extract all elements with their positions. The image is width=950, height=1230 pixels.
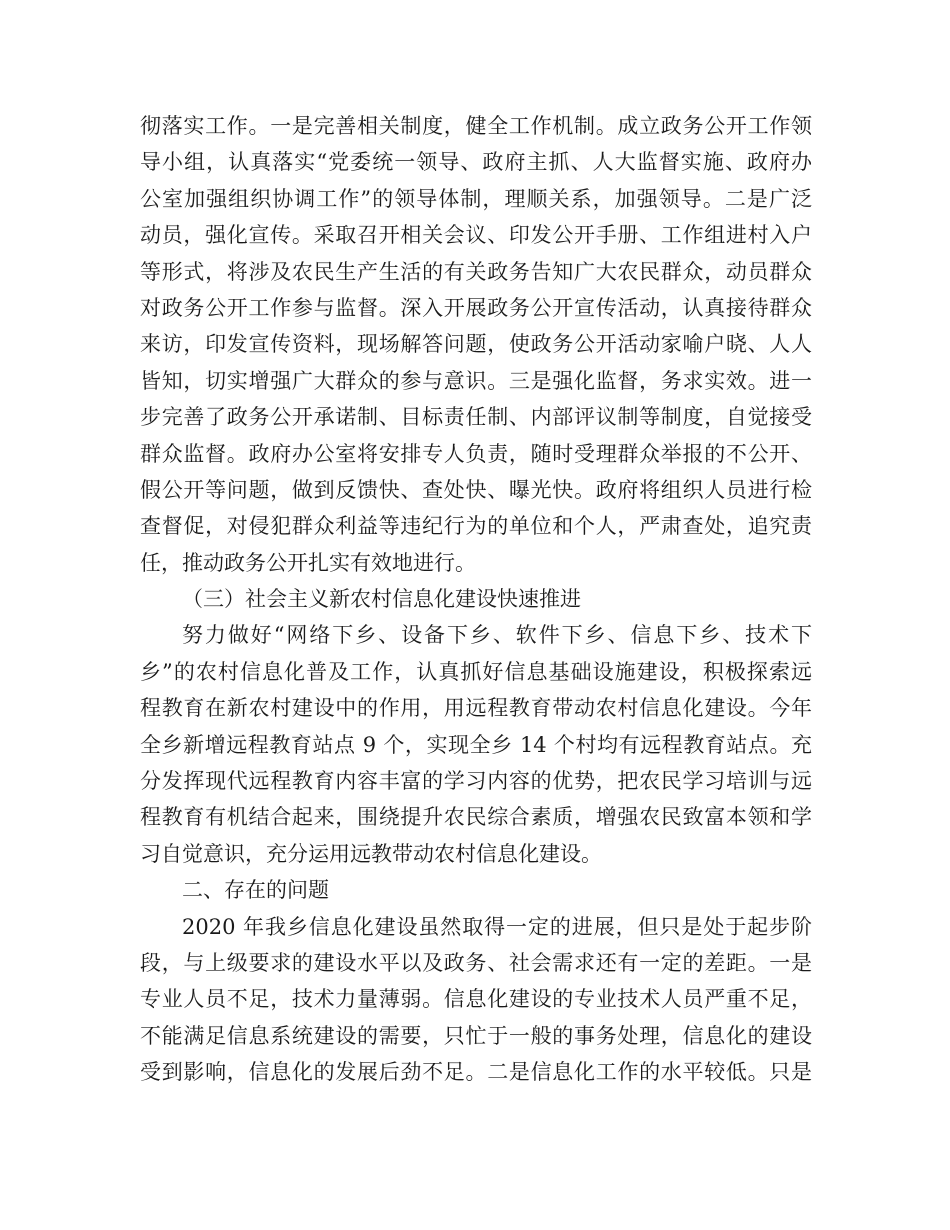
text-line: 等形式，将涉及农民生产生活的有关政务告知广大农民群众，动员群众 xyxy=(140,259,812,284)
text-line: 不能满足信息系统建设的需要，只忙于一般的事务处理，信息化的建设 xyxy=(140,1023,812,1048)
text-line: 分发挥现代远程教育内容丰富的学习内容的优势，把农民学习培训与远 xyxy=(140,769,812,794)
text-line: 来访，印发宣传资料，现场解答问题，使政务公开活动家喻户晓、人人 xyxy=(140,332,812,357)
text-line: 彻落实工作。一是完善相关制度，健全工作机制。成立政务公开工作领 xyxy=(140,114,812,138)
text-line: 查督促，对侵犯群众利益等违纪行为的单位和个人，严肃查处，追究责 xyxy=(140,514,812,539)
text-line: 程教育在新农村建设中的作用，用远程教育带动农村信息化建设。今年 xyxy=(140,696,812,721)
text-line: 对政务公开工作参与监督。深入开展政务公开宣传活动，认真接待群众 xyxy=(140,295,812,320)
paragraph-2 xyxy=(140,617,812,872)
paragraph-1 xyxy=(140,108,812,581)
document-body xyxy=(140,108,812,1091)
text-line: 专业人员不足，技术力量薄弱。信息化建设的专业技术人员严重不足， xyxy=(140,987,812,1012)
text-line: 动员，强化宣传。采取召开相关会议、印发公开手册、工作组进村入户 xyxy=(140,223,812,248)
text-line: 导小组，认真落实“党委统一领导、政府主抓、人大监督实施、政府办 xyxy=(140,150,812,175)
text-line: 受到影响，信息化的发展后劲不足。二是信息化工作的水平较低。只是 xyxy=(140,1060,812,1085)
text-line: 任，推动政务公开扎实有效地进行。 xyxy=(140,550,476,575)
text-line: 程教育有机结合起来，围绕提升农民综合素质，增强农民致富本领和学 xyxy=(140,805,812,830)
text-line: 步完善了政务公开承诺制、目标责任制、内部评议制等制度，自觉接受 xyxy=(140,405,812,430)
section-heading-3: （三）社会主义新农村信息化建设快速推进 xyxy=(182,587,581,612)
paragraph-3 xyxy=(140,909,812,1091)
text-line: 公室加强组织协调工作”的领导体制，理顺关系，加强领导。二是广泛 xyxy=(140,186,812,211)
text-line: 习自觉意识，充分运用远教带动农村信息化建设。 xyxy=(140,841,602,866)
text-line: 2020 年我乡信息化建设虽然取得一定的进展，但只是处于起步阶 xyxy=(182,914,812,939)
section-heading-problems: 二、存在的问题 xyxy=(182,878,329,903)
text-line: 努力做好“网络下乡、设备下乡、软件下乡、信息下乡、技术下 xyxy=(182,623,812,648)
text-line: 假公开等问题，做到反馈快、查处快、曝光快。政府将组织人员进行检 xyxy=(140,477,812,502)
text-line: 群众监督。政府办公室将安排专人负责，随时受理群众举报的不公开、 xyxy=(140,441,812,466)
text-line: 段，与上级要求的建设水平以及政务、社会需求还有一定的差距。一是 xyxy=(140,950,812,975)
text-line: 全乡新增远程教育站点 9 个，实现全乡 14 个村均有远程教育站点。充 xyxy=(140,732,812,757)
text-line: 皆知，切实增强广大群众的参与意识。三是强化监督，务求实效。进一 xyxy=(140,368,812,393)
text-line: 乡”的农村信息化普及工作，认真抓好信息基础设施建设，积极探索远 xyxy=(140,659,812,684)
